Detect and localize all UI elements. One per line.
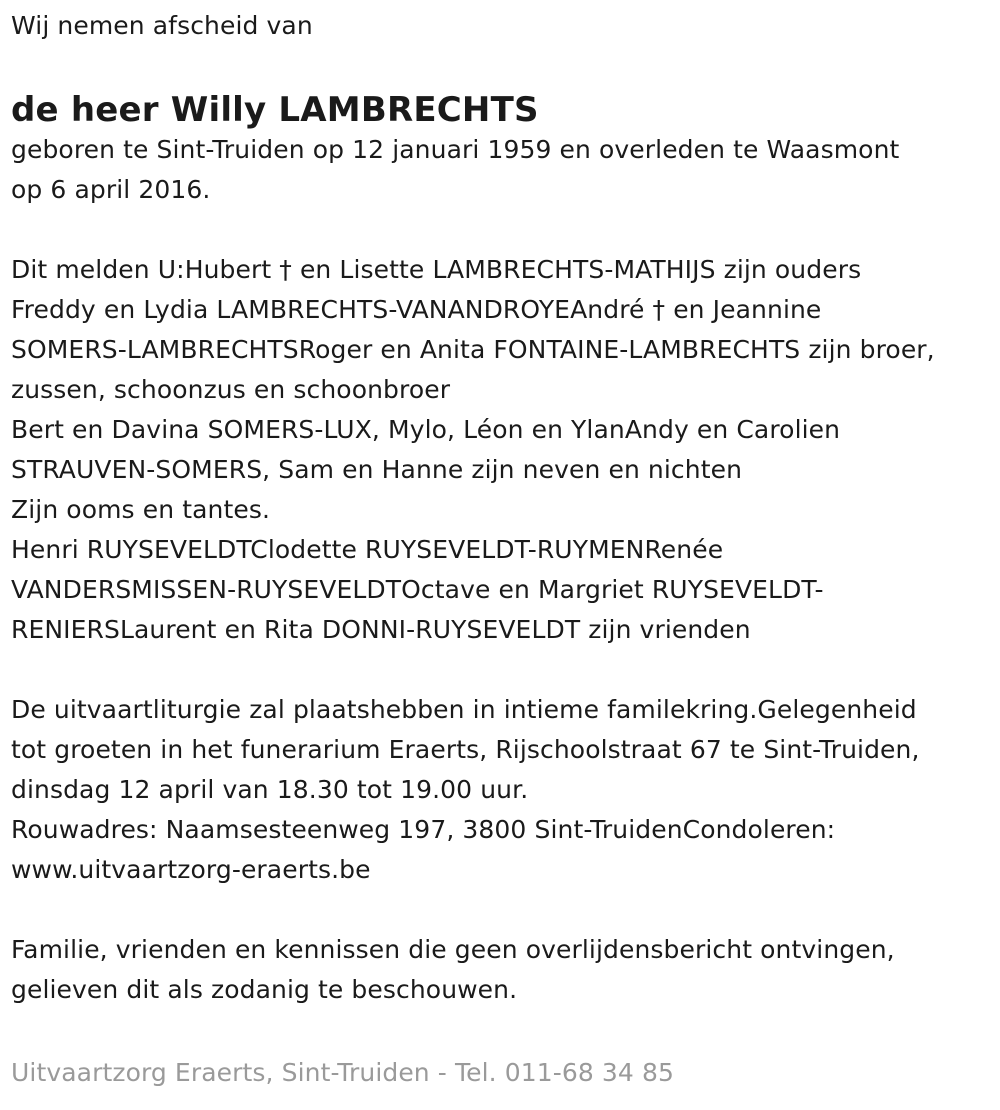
spacer	[11, 210, 991, 250]
family-line: Freddy en Lydia LAMBRECHTS-VANANDROYEAndré † en Jeannine	[11, 295, 822, 324]
obituary-notice	[11, 0, 991, 1010]
family-line: STRAUVEN-SOMERS, Sam en Hanne zijn neven en nichten	[11, 455, 743, 484]
birth-line: geboren te Sint-Truiden op 12 januari 1959 en overleden te Waasmont	[11, 135, 900, 164]
deceased-name: de heer Willy LAMBRECHTS	[11, 90, 539, 130]
family-line: RENIERSLaurent en Rita DONNI-RUYSEVELDT zijn vrienden	[11, 615, 751, 644]
family-line: Henri RUYSEVELDTClodette RUYSEVELDT-RUYMENRenée	[11, 535, 724, 564]
funeral-line: Rouwadres: Naamsesteenweg 197, 3800 Sint-TruidenCondoleren:	[11, 815, 836, 844]
family-announcement	[11, 250, 991, 650]
spacer	[11, 650, 991, 690]
funeral-line: De uitvaartliturgie zal plaatshebben in intieme familekring.Gelegenheid	[11, 695, 917, 724]
funeral-details	[11, 690, 991, 890]
closing-line: gelieven dit als zodanig te beschouwen.	[11, 975, 518, 1004]
family-line: zussen, schoonzus en schoonbroer	[11, 375, 451, 404]
family-line: SOMERS-LAMBRECHTSRoger en Anita FONTAINE-LAMBRECHTS zijn broer,	[11, 335, 935, 364]
closing-remark	[11, 930, 991, 1010]
family-line: Bert en Davina SOMERS-LUX, Mylo, Léon en YlanAndy en Carolien	[11, 415, 841, 444]
birth-death-details	[11, 130, 991, 210]
spacer	[11, 890, 991, 930]
closing-line: Familie, vrienden en kennissen die geen overlijdensbericht ontvingen,	[11, 935, 895, 964]
intro-text: Wij nemen afscheid van	[11, 11, 313, 40]
funeral-line: dinsdag 12 april van 18.30 tot 19.00 uur.	[11, 775, 529, 804]
family-line: VANDERSMISSEN-RUYSEVELDTOctave en Margriet RUYSEVELDT-	[11, 575, 824, 604]
funeral-line: tot groeten in het funerarium Eraerts, Rijschoolstraat 67 te Sint-Truiden,	[11, 735, 920, 764]
funeral-home-footer: Uitvaartzorg Eraerts, Sint-Truiden - Tel. 011-68 34 85	[11, 1058, 674, 1087]
birth-line: op 6 april 2016.	[11, 175, 211, 204]
condolence-website: www.uitvaartzorg-eraerts.be	[11, 855, 371, 884]
family-line: Zijn ooms en tantes.	[11, 495, 271, 524]
family-line: Dit melden U:Hubert † en Lisette LAMBRECHTS-MATHIJS zijn ouders	[11, 255, 862, 284]
